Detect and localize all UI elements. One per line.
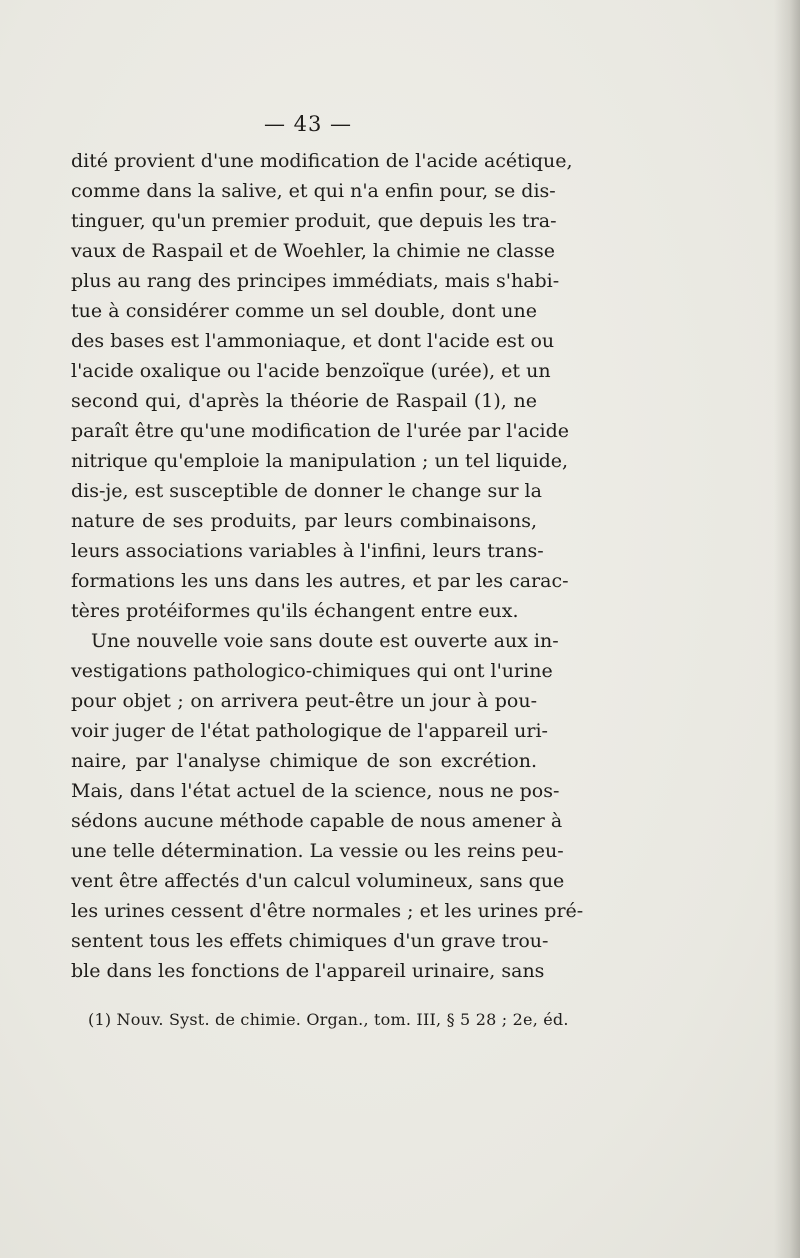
text-line: naire, par l'analyse chimique de son excrétion. [71, 750, 537, 772]
text-line: paraît être qu'une modification de l'urée par l'acide [71, 420, 569, 442]
text-line: tinguer, qu'un premier produit, que depuis les tra- [71, 210, 557, 232]
text-line: une telle détermination. La vessie ou les reins peu- [71, 840, 564, 862]
text-line: second qui, d'après la théorie de Raspail (1), ne [71, 390, 537, 412]
text-line: nitrique qu'emploie la manipulation ; un tel liquide, [71, 450, 569, 472]
text-line: plus au rang des principes immédiats, mais s'habi- [71, 270, 560, 292]
text-line: vestigations pathologico-chimiques qui ont l'urine [71, 660, 553, 682]
text-line: tue à considérer comme un sel double, dont une [71, 300, 537, 322]
page-number: — 43 — [263, 112, 353, 136]
text-line: dité provient d'une modification de l'acide acétique, [71, 150, 573, 172]
text-line: vaux de Raspail et de Woehler, la chimie ne classe [71, 240, 556, 262]
text-line: sentent tous les effets chimiques d'un grave trou- [71, 930, 549, 952]
text-line: ble dans les fonctions de l'appareil urinaire, sans [71, 960, 545, 982]
text-line: des bases est l'ammoniaque, et dont l'acide est ou [71, 330, 555, 352]
text-line: nature de ses produits, par leurs combinaisons, [71, 510, 537, 532]
text-line: comme dans la salive, et qui n'a enfin pour, se dis- [71, 180, 556, 202]
text-line: l'acide oxalique ou l'acide benzoïque (urée), et un [71, 360, 551, 382]
text-line: dis-je, est susceptible de donner le change sur la [71, 480, 542, 502]
page-edge-shadow [774, 0, 800, 1258]
text-line: vent être affectés d'un calcul volumineux, sans que [71, 870, 565, 892]
text-line: voir juger de l'état pathologique de l'appareil uri- [71, 720, 548, 742]
text-line: pour objet ; on arrivera peut-être un jour à pou- [71, 690, 537, 712]
text-line: Une nouvelle voie sans doute est ouverte aux in- [91, 630, 559, 652]
footnote: (1) Nouv. Syst. de chimie. Organ., tom. III, § 5 28 ; 2e, éd. [88, 1010, 569, 1029]
text-line: formations les uns dans les autres, et par les carac- [71, 570, 569, 592]
text-line: leurs associations variables à l'infini, leurs trans- [71, 540, 544, 562]
text-line: tères protéiformes qu'ils échangent entre eux. [71, 600, 519, 622]
text-line: sédons aucune méthode capable de nous amener à [71, 810, 563, 832]
text-line: Mais, dans l'état actuel de la science, nous ne pos- [71, 780, 560, 802]
text-line: les urines cessent d'être normales ; et les urines pré- [71, 900, 584, 922]
body-text [71, 146, 584, 986]
